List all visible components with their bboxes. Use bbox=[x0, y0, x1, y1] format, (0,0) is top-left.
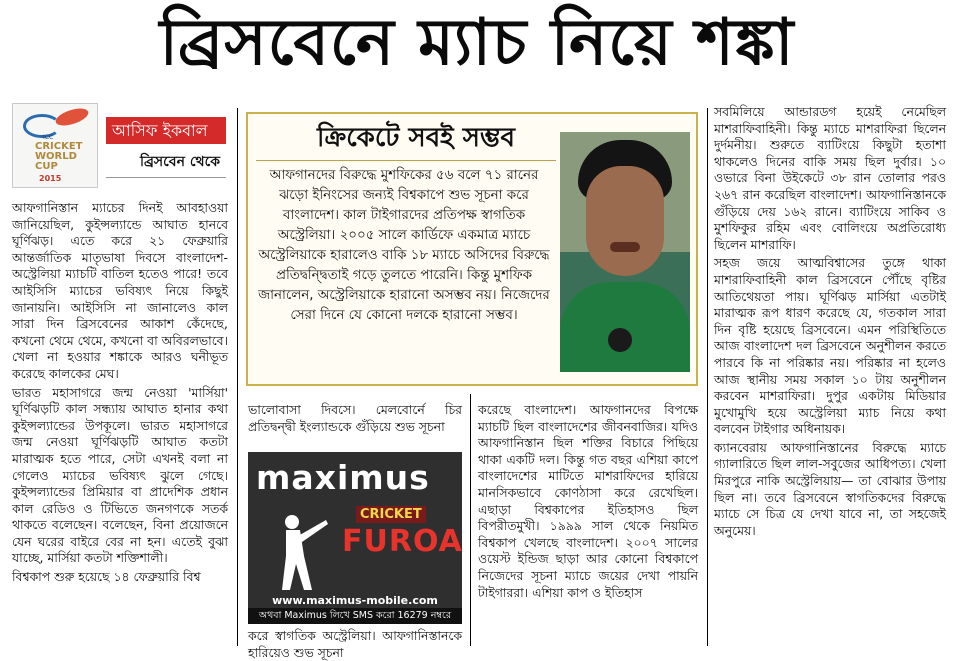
pullout-rule bbox=[256, 160, 556, 161]
paragraph: সবমিলিয়ে আন্ডারডগ হয়েই নেমেছিল মাশরাফিবাহিনী। কিন্তু ম্যাচে মাশরাফিরা ছিলেন দুর্দমনীয়। শুরুতে ব্যাটিংয়ে কিছুটা হতাশা থাকলেও দিনের বাকি সময় ছিল দুর্বার। ১০ ওভারে বিনা উইকেটে ৩৮ রান তোলার পরও ২৬৭ রান করেছিল বাংলাদেশ। আফগানিস্তানকে গুঁড়িয়ে দেয় ১৬২ রানে। ব্যাটিংয়ে সাকিব ও মুশফিকুর রহিম এবং বোলিংয়ে অপ্রতিরোধ্য ছিলেন মাশরাফি। bbox=[714, 104, 946, 252]
ad-sms-line: অথবা Maximus লিখে SMS করো 16279 নম্বরে bbox=[248, 608, 462, 624]
paragraph: ক্যানবেরায় আফগানিস্তানের বিরুদ্ধে ম্যাচে গ্যালারিতে ছিল লাল-সবুজের আধিপত্য। খেলা মিরপুরে নাকি অস্ট্রেলিয়ায়— তা বোঝার উপায় ছিল না। তবে ব্রিসবেনে স্বাগতিকদের বিরুদ্ধে ম্যাচে সে চিত্র যে দেখা যাবে না, তা সহজেই অনুমেয়। bbox=[714, 439, 946, 538]
byline-rule bbox=[106, 177, 226, 178]
column-divider bbox=[470, 394, 471, 646]
paragraph: আফগানিস্তান ম্যাচের দিনই আবহাওয়া জানিয়েছিল, কুইন্সল্যান্ডে আঘাত হানবে ঘূর্ণিঝড়। এতে করে ২১ ফেব্রুয়ারি আন্তর্জাতিক মাতৃভাষা দিবসে বাংলাদেশ-অস্ট্রেলিয়া ম্যাচটি বাতিল হতেও পারে! তবে আইসিসি ম্যাচের ভবিষ্যৎ নিয়ে কিছুই জানায়নি। আইসিসি না জানালেও কাল সারা দিন ব্রিসবেনের আকাশ কেঁদেছে, কখনো থেমে থেমে, কখনো বা অবিরলভাবে। খেলা না হওয়ার শঙ্কাকে আরও ঘনীভূত করেছে কালকের মেঘ। bbox=[12, 200, 228, 381]
paragraph: করে স্বাগতিক অস্ট্রেলিয়া। আফগানিস্তানকে হারিয়েও শুভ সূচনা bbox=[248, 628, 462, 660]
ad-tag-cricket: CRICKET bbox=[356, 506, 426, 523]
ad-tag-furoa: FUROA bbox=[342, 524, 463, 559]
paragraph: সহজ জয়ে আত্মবিশ্বাসের তুঙ্গে থাকা মাশরাফিবাহিনী কাল ব্রিসবেনে পৌঁছে বৃষ্টির আতিথেয়তা পায়। ঘূর্ণিঝড় মার্সিয়া এতটাই মারাত্মক রূপ ধারণ করেছে যে, গতকাল সারা দিন বৃষ্টি হয়েছে ব্রিসবেনে। এমন পরিস্থিতিতে আজ বাংলাদেশ দল ব্রিসবেনে অনুশীলন করতে পারবে কি না পরিষ্কার নয়। পরিষ্কার না হলেও আজ স্থানীয় সময় সকাল ১০ টায় অনুশীলন করবেন মাশরাফিরা। দুপুর একটায় মিডিয়ার মুখোমুখি হয়ে অস্ট্রেলিয়া ম্যাচ নিয়ে কথা বলবেন টাইগার অধিনায়ক। bbox=[714, 255, 946, 437]
article-column-2-bottom bbox=[248, 628, 462, 660]
dateline-place: ব্রিসবেন থেকে bbox=[139, 154, 220, 170]
ad-brand: maximus bbox=[256, 458, 430, 497]
column-divider bbox=[707, 108, 708, 646]
pullout-body: আফগানদের বিরুদ্ধে মুশফিকের ৫৬ বলে ৭১ রানের ঝড়ো ইনিংসের জন্যই বিশ্বকাপে শুভ সূচনা করে বাংলাদেশ। কাল টাইগারদের প্রতিপক্ষ স্বাগতিক অস্ট্রেলিয়া। ২০০৫ সালে কার্ডিফে একমাত্র ম্যাচে অস্ট্রেলিয়াকে হারালেও বাকি ১৮ ম্যাচে অসিদের বিরুদ্ধে প্রতিদ্বন্দ্বিতাই গড়ে তুলতে পারেনি। কিন্তু মুশফিক জানালেন, অস্ট্রেলিয়াকে হারানো অসম্ভব নয়। নিজেদের সেরা দিনে যে কোনো দলকে হারানো সম্ভব। bbox=[258, 168, 550, 323]
batsman-icon bbox=[262, 512, 332, 592]
article-column-1 bbox=[12, 200, 228, 648]
logo-title-text: CRICKET WORLD CUP bbox=[35, 141, 83, 172]
paragraph: ভালোবাসা দিবসে। মেলবোর্নে চির প্রতিদ্বন্দ্বী ইংল্যান্ডকে গুঁড়িয়ে শুভ সূচনা bbox=[248, 402, 462, 434]
paragraph: করেছে বাংলাদেশ। আফগানদের বিপক্ষে ম্যাচটি ছিল বাংলাদেশের জীবনবাজির। যদিও আফগানিস্তান ছিল শক্তির বিচারে পিছিয়ে থাকা একটি দল। কিন্তু গত বছর এশিয়া কাপে বাংলাদেশের মাটিতে মাশরাফিদের হারিয়ে মানসিকভাবে কোণঠাসা করে রেখেছিল। এছাড়া বিশ্বকাপের ইতিহাসও ছিল বিপরীতমুখী। ১৯৯৯ সাল থেকে নিয়মিত বিশ্বকাপ খেলছে বাংলাদেশ। ২০০৭ সালের ওয়েস্ট ইন্ডিজ ছাড়া আর কোনো বিশ্বকাপে নিজেদের সূচনা ম্যাচে জয়ের দেখা পায়নি টাইগাররা। এশিয়া কাপ ও ইতিহাস bbox=[478, 402, 698, 600]
logo-icc-text: ICC bbox=[43, 134, 54, 141]
paragraph: ভারত মহাসাগরে জন্ম নেওয়া 'মার্সিয়া' ঘূর্ণিঝড়টি কাল সন্ধ্যায় আঘাত হানার কথা কুইন্সল্যান্ডের উপকূলে। ভারত মহাসাগরে জন্ম নেওয়া ঘূর্ণিঝড়টি আঘাত কতটা মারাত্মক হতে পারে, সেটা এখনই বলা না গেলেও ম্যাচের ভবিষ্যৎ ঝুলে গেছে। কুইন্সল্যান্ডের প্রিমিয়ার বা প্রাদেশিক প্রধান কাল রেডিও ও টিভিতে জনগণকে সতর্ক থাকতে বলেছেন। বলেছেন, বিনা প্রয়োজনে যেন ঘরের বাইরে বের না হন। এতেই বুঝা যাচ্ছে, মার্সিয়া কতটা শক্তিশালী। bbox=[12, 384, 228, 566]
pullout-title: ক্রিকেটে সবই সম্ভব bbox=[317, 123, 515, 153]
microphone-icon bbox=[608, 328, 632, 352]
player-photo bbox=[560, 132, 690, 372]
world-cup-logo bbox=[12, 103, 98, 188]
article-column-2-top bbox=[248, 402, 462, 442]
logo-year-text: 2015 bbox=[39, 174, 62, 183]
article-column-4 bbox=[714, 104, 946, 648]
logo-ball-icon bbox=[54, 105, 91, 129]
paragraph: বিশ্বকাপ শুরু হয়েছে ১৪ ফেব্রুয়ারি বিশ্ব bbox=[12, 569, 201, 585]
article-column-3 bbox=[478, 402, 698, 648]
headline: ব্রিসবেনে ম্যাচ নিয়ে শঙ্কা bbox=[159, 6, 795, 80]
maximus-advertisement[interactable] bbox=[248, 452, 462, 624]
column-divider bbox=[237, 108, 238, 646]
logo-swirl-icon bbox=[23, 114, 61, 138]
ad-url[interactable]: www.maximus-mobile.com bbox=[272, 594, 438, 607]
author-badge: আসিফ ইকবাল bbox=[106, 117, 226, 144]
